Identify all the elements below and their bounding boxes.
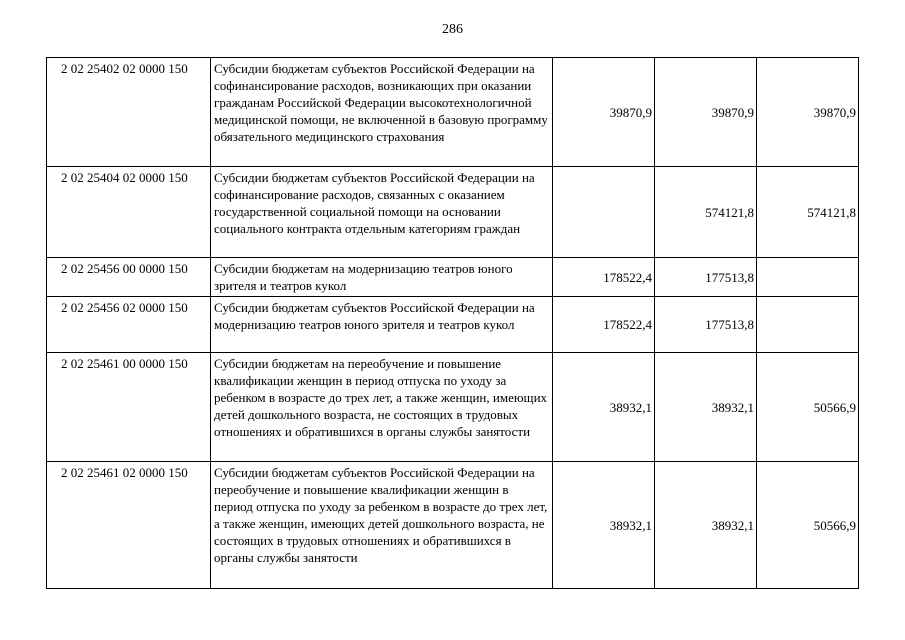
budget-code-cell: 2 02 25456 00 0000 150 (47, 258, 211, 297)
table-row (47, 297, 859, 353)
amount-cell-3: 574121,8 (757, 167, 859, 258)
table-row (47, 58, 859, 167)
amount-cell-3: 50566,9 (757, 353, 859, 462)
description-cell: Субсидии бюджетам на переобучение и повышение квалификации женщин в период отпуска по уходу за ребенком в возрасте до трех лет, а также женщин, имеющих детей дошкольного возраста, не состоящих в трудовых отношениях и обратившихся в органы службы занятости (211, 353, 553, 462)
amount-cell-3 (757, 258, 859, 297)
amount-cell-1: 38932,1 (553, 353, 655, 462)
budget-code-cell: 2 02 25404 02 0000 150 (47, 167, 211, 258)
description-cell: Субсидии бюджетам субъектов Российской Федерации на модернизацию театров юного зрителя и театров кукол (211, 297, 553, 353)
amount-cell-3: 39870,9 (757, 58, 859, 167)
amount-cell-2: 39870,9 (655, 58, 757, 167)
amount-cell-2: 177513,8 (655, 297, 757, 353)
amount-cell-1: 178522,4 (553, 258, 655, 297)
table-row (47, 258, 859, 297)
description-cell: Субсидии бюджетам на модернизацию театров юного зрителя и театров кукол (211, 258, 553, 297)
amount-cell-3 (757, 297, 859, 353)
page-number: 286 (442, 22, 463, 37)
amount-cell-2: 177513,8 (655, 258, 757, 297)
table-row (47, 462, 859, 589)
budget-code-cell: 2 02 25461 02 0000 150 (47, 462, 211, 589)
table-row (47, 167, 859, 258)
description-cell: Субсидии бюджетам субъектов Российской Федерации на софинансирование расходов, связанных с оказанием государственной социальной помощи на основании социального контракта отдельным категориям граждан (211, 167, 553, 258)
budget-table (46, 57, 859, 589)
amount-cell-2: 38932,1 (655, 353, 757, 462)
budget-code-cell: 2 02 25456 02 0000 150 (47, 297, 211, 353)
amount-cell-1: 39870,9 (553, 58, 655, 167)
budget-code-cell: 2 02 25461 00 0000 150 (47, 353, 211, 462)
table-row (47, 353, 859, 462)
description-cell: Субсидии бюджетам субъектов Российской Федерации на переобучение и повышение квалификации женщин в период отпуска по уходу за ребенком в возрасте до трех лет, а также женщин, имеющих детей дошкольного возраста, не состоящих в трудовых отношениях и обратившихся в органы службы занятости (211, 462, 553, 589)
budget-code-cell: 2 02 25402 02 0000 150 (47, 58, 211, 167)
amount-cell-1 (553, 167, 655, 258)
description-cell: Субсидии бюджетам субъектов Российской Федерации на софинансирование расходов, возникающих при оказании гражданам Российской Федерации высокотехнологичной медицинской помощи, не включенной в базовую программу обязательного медицинского страхования (211, 58, 553, 167)
amount-cell-1: 178522,4 (553, 297, 655, 353)
amount-cell-1: 38932,1 (553, 462, 655, 589)
amount-cell-2: 574121,8 (655, 167, 757, 258)
amount-cell-3: 50566,9 (757, 462, 859, 589)
amount-cell-2: 38932,1 (655, 462, 757, 589)
